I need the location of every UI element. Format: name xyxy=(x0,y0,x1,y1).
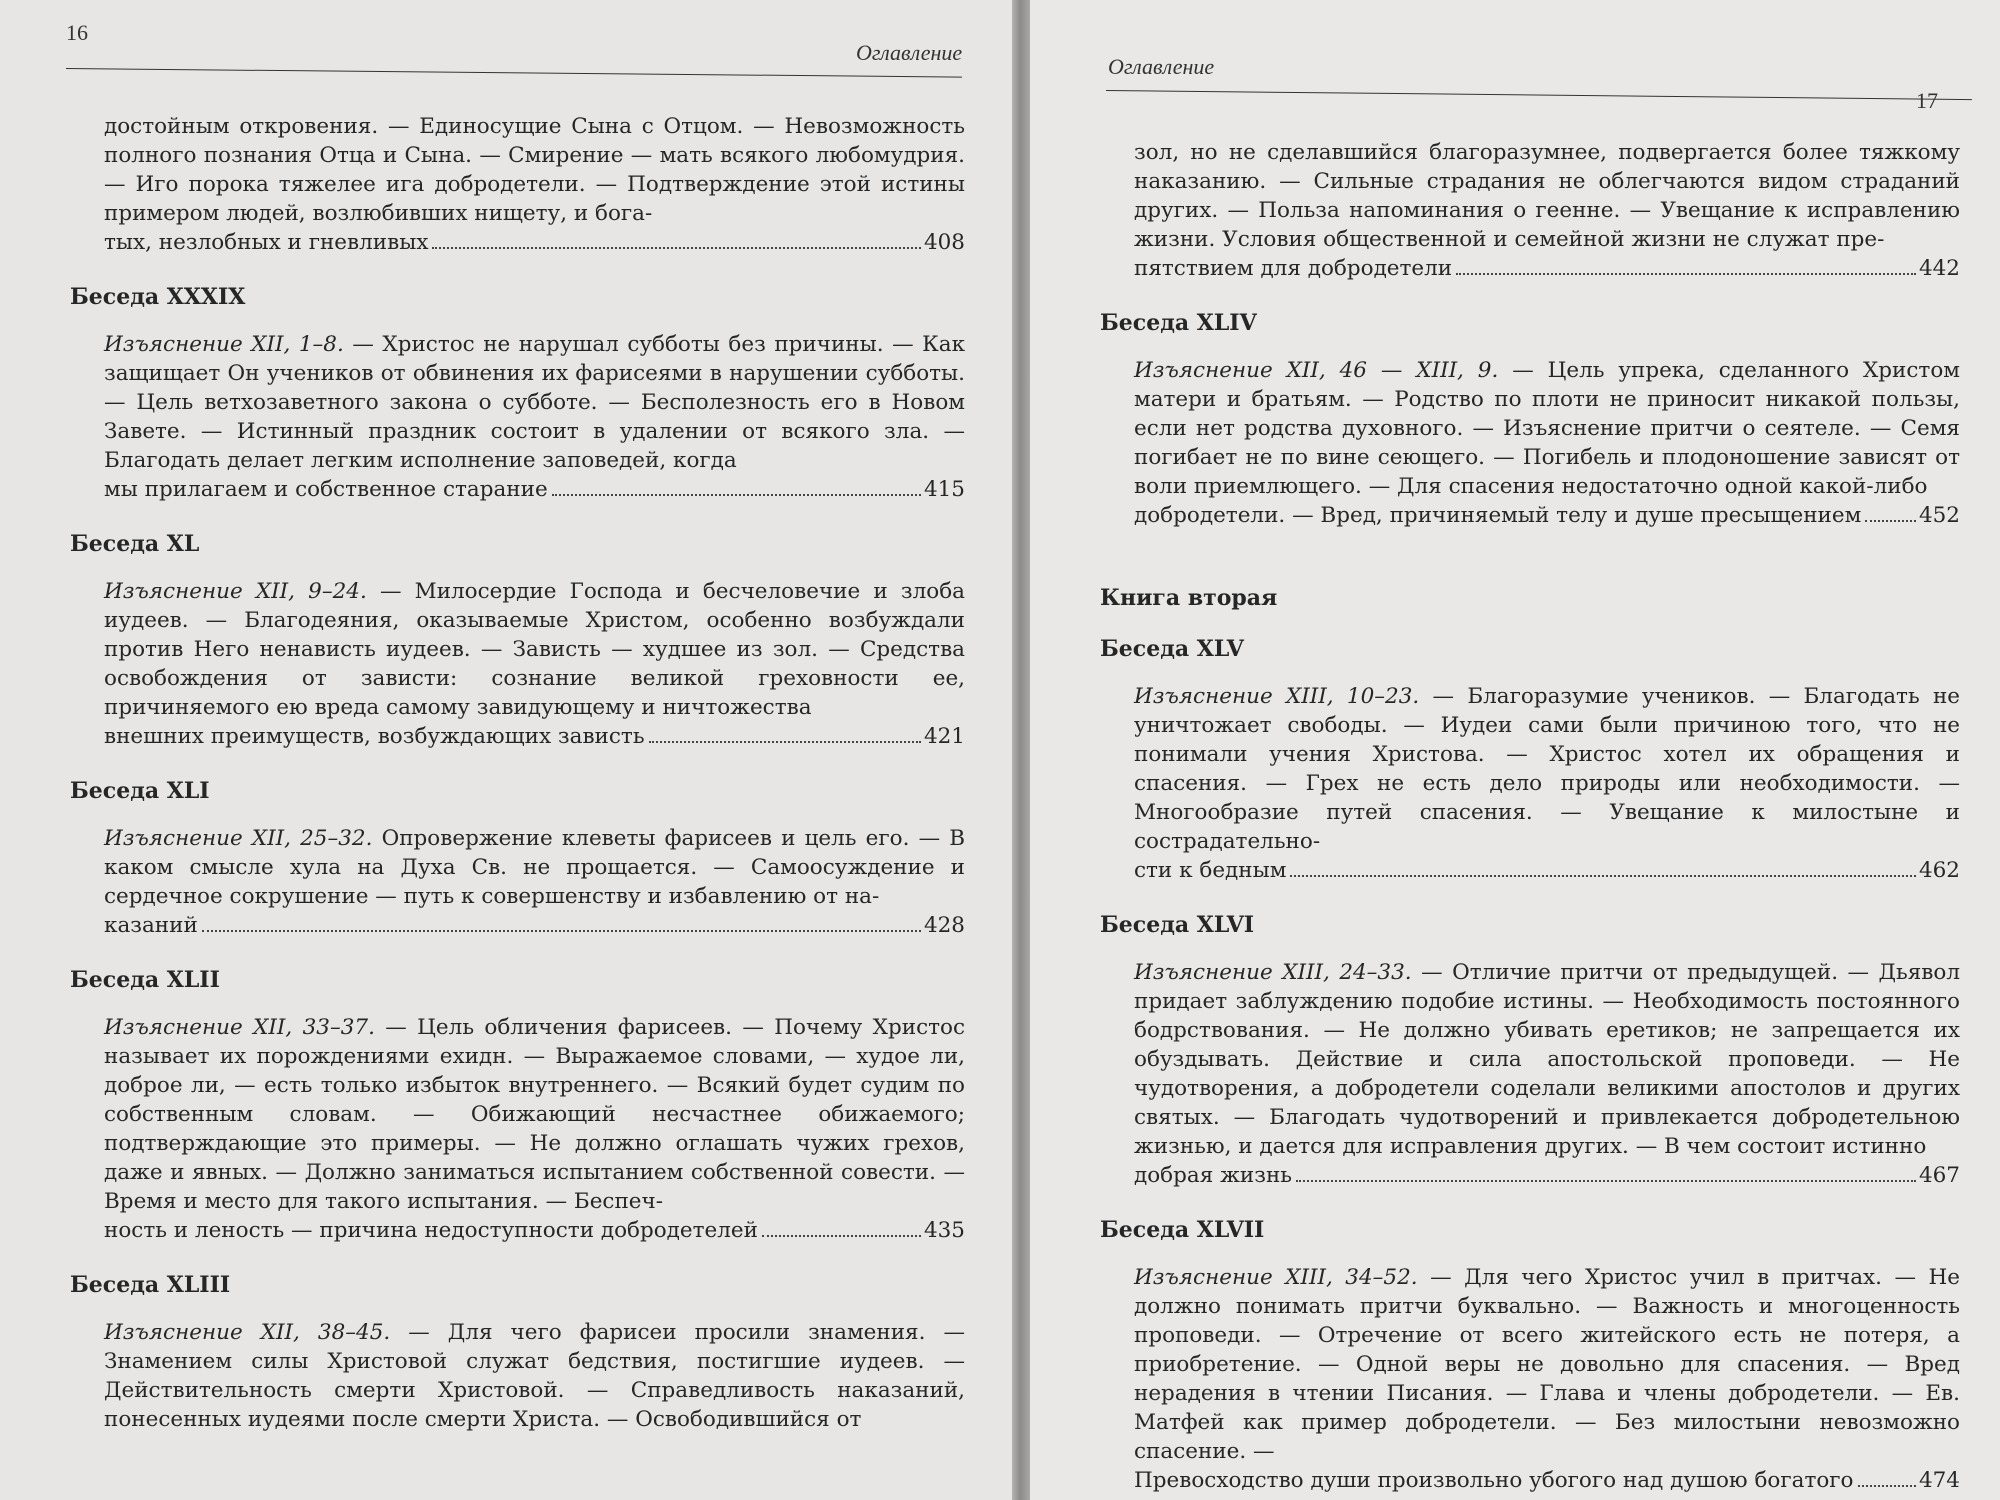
entry-page-ref: 462 xyxy=(1918,858,1960,883)
scripture-ref: Изъяснение XII, 9–24. xyxy=(104,579,367,604)
entry-text: — Для чего фарисеи просили знамения. — Знамением силы Христовой служат бедствия, постигшие иудеев. — Действительность смерти Христовой. — Справедливость наказаний, понесенных иудеями после смерти Христа. — Освободившийся от xyxy=(104,1320,965,1432)
scripture-ref: Изъяснение XII, 33–37. xyxy=(104,1015,375,1040)
entry-page-ref: 452 xyxy=(1918,503,1960,528)
entry-text-last: добродетели. — Вред, причиняемый телу и душе пресыщением xyxy=(1134,503,1862,528)
entry-page-ref: 467 xyxy=(1918,1163,1960,1188)
entry-heading: Беседа XLV xyxy=(1100,636,1244,662)
toc-entry xyxy=(70,1271,965,1434)
entry-heading: Беседа XLI xyxy=(70,778,210,804)
dot-leader xyxy=(649,741,921,743)
dot-leader xyxy=(202,930,921,932)
entry-page-ref: 415 xyxy=(923,477,965,502)
scripture-ref: Изъяснение XII, 25–32. xyxy=(104,826,373,851)
entry-text: — Цель обличения фарисеев. — Почему Христос называет их порождениями ехидн. — Выражаемое словами, — худое ли, доброе ли, — есть только избыток внутреннего. — Всякий будет судим по собственным словам. — Обижающий несчастнее обижаемого; подтверждающие это примеры. — Не должно оглашать чужих грехов, даже и явных. — Должно заниматься испытанием собственной совести. — Время и место для такого испытания. — Беспеч- xyxy=(104,1015,965,1214)
dot-leader xyxy=(552,494,921,496)
toc-entry xyxy=(70,112,965,257)
entry-text-last: мы прилагаем и собственное старание xyxy=(104,477,548,502)
scripture-ref: Изъяснение XII, 46 — XIII, 9. xyxy=(1134,358,1499,383)
entry-text-last: добрая жизнь xyxy=(1134,1163,1292,1188)
left-header-rule xyxy=(66,68,962,78)
entry-page-ref: 442 xyxy=(1918,256,1960,281)
entry-text-last: Превосходство души произвольно убогого над душою богатого xyxy=(1134,1468,1854,1493)
entry-page-ref: 474 xyxy=(1918,1468,1960,1493)
entry-heading: Беседа XL xyxy=(70,531,200,557)
entry-text: — Милосердие Господа и бесчеловечие и злоба иудеев. — Благодеяния, оказываемые Христом, особенно возбуждали против Него ненависть иудеев. — Зависть — худшее из зол. — Средства освобождения от зависти: сознание великой греховности ее, причиняемого ею вреда самому завидующему и ничтожества xyxy=(104,579,965,720)
entry-text: — Христос не нарушал субботы без причины. — Как защищает Он учеников от обвинения их фарисеями в нарушении субботы. — Цель ветхозаветного закона о субботе. — Бесполезность его в Новом Завете. — Истинный праздник состоит в удалении от всякого зла. — Благодать делает легким исполнение заповедей, когда xyxy=(104,332,966,473)
entry-page-ref: 435 xyxy=(923,1218,965,1243)
dot-leader xyxy=(1865,520,1916,522)
toc-entry xyxy=(70,283,965,504)
dot-leader xyxy=(432,247,921,249)
entry-text-last: тых, незлобных и гневливых xyxy=(104,230,429,255)
entry-text: — Для чего Христос учил в притчах. — Не должно понимать притчи буквально. — Важность и многоценность проповеди. — Отречение от всего житейского есть не потеря, а приобретение. — Одной веры не довольно для спасения. — Вред нерадения в чтении Писания. — Глава и члены добродетели. — Ев. Матфей как пример добродетели. — Без милостыни невозможно спасение. — xyxy=(1134,1265,1960,1464)
entry-page-ref: 421 xyxy=(923,724,965,749)
entry-text-last: пятствием для добродетели xyxy=(1134,256,1453,281)
entry-heading: Беседа XLIV xyxy=(1100,310,1257,336)
dot-leader xyxy=(1290,875,1916,877)
left-toc xyxy=(70,112,965,1460)
right-page xyxy=(1030,0,2000,1500)
entry-text: Опровержение клеветы фарисеев и цель его. — В каком смысле хула на Духа Св. не прощается. — Самоосуждение и сердечное сокрушение — путь к совершенству и избавлению от на- xyxy=(104,826,966,909)
entry-text-last: казаний xyxy=(104,913,198,938)
entry-text: — Цель упрека, сделанного Христом матери и братьям. — Родство по плоти не приносит никакой пользы, если нет родства духовного. — Изъяснение притчи о сеятеле. — Семя погибает не по вине сеющего. — Погибель и плодоношение зависят от воли приемлющего. — Для спасения недостаточно одной какой-либо xyxy=(1134,358,1960,499)
entry-heading: Беседа XLVI xyxy=(1100,912,1255,938)
right-page-number: 17 xyxy=(1916,88,1938,113)
toc-entry xyxy=(1100,911,1960,1190)
entry-text: — Отличие притчи от предыдущей. — Дьявол придает заблуждению подобие истины. — Необходимость постоянного бодрствования. — Не должно убивать еретиков; не запрещается их обуздывать. Действие и сила апостольской проповеди. — Не чудотворения, а добродетели соделали великими апостолов и других святых. — Благодать чудотворений и привлекается добродетельною жизнью, и дается для исправления других. — В чем состоит истинно xyxy=(1134,960,1960,1159)
dot-leader xyxy=(1456,273,1916,275)
entry-heading: Беседа XLII xyxy=(70,967,220,993)
left-running-head: Оглавление xyxy=(856,40,963,65)
scripture-ref: Изъяснение XIII, 10–23. xyxy=(1134,684,1420,709)
entry-page-ref: 428 xyxy=(923,913,965,938)
entry-text: — Благоразумие учеников. — Благодать не уничтожает свободы. — Иудеи сами были причиною того, что не понимали учения Христова. — Христос хотел их обращения и спасения. — Грех не есть дело природы или необходимости. — Многообразие путей спасения. — Увещание к милостыне и сострадательно- xyxy=(1134,684,1960,854)
entry-text: зол, но не сделавшийся благоразумнее, подвергается более тяжкому наказанию. — Сильные страдания не облегчаются видом страданий других. — Польза напоминания о геенне. — Увещание к исправлению жизни. Условия общественной и семейной жизни не служат пре- xyxy=(1134,140,1960,252)
dot-leader xyxy=(1858,1485,1916,1487)
scripture-ref: Изъяснение XIII, 24–33. xyxy=(1134,960,1412,985)
entry-heading: Беседа XLIII xyxy=(70,1272,231,1298)
right-toc xyxy=(1100,138,1960,1500)
scripture-ref: Изъяснение XIII, 34–52. xyxy=(1134,1265,1418,1290)
dot-leader xyxy=(1296,1180,1916,1182)
entry-text-last: сти к бедным xyxy=(1134,858,1287,883)
scripture-ref: Изъяснение XII, 38–45. xyxy=(104,1320,391,1345)
book-title: Книга вторая xyxy=(1100,585,1278,611)
toc-entry xyxy=(1100,138,1960,283)
entry-text: достойным откровения. — Единосущие Сына с Отцом. — Невозможность полного познания Отца и Сына. — Смирение — мать всякого любомудрия. — Иго порока тяжелее ига добродетели. — Подтверждение этой истины примером людей, возлюбивших нищету, и бога- xyxy=(104,114,965,226)
entry-text-last: ность и леность — причина недоступности добродетелей xyxy=(104,1218,758,1243)
book-spine xyxy=(1012,0,1030,1500)
toc-entry xyxy=(70,530,965,751)
entry-page-ref: 408 xyxy=(923,230,965,255)
toc-entry xyxy=(1100,309,1960,530)
right-running-head: Оглавление xyxy=(1108,54,1215,79)
scripture-ref: Изъяснение XII, 1–8. xyxy=(104,332,344,357)
toc-entry xyxy=(70,777,965,940)
entry-heading: Беседа XLVII xyxy=(1100,1217,1265,1243)
left-page-number: 16 xyxy=(66,20,88,45)
toc-entry xyxy=(1100,635,1960,885)
toc-entry xyxy=(70,966,965,1245)
right-header-rule xyxy=(1106,90,1972,100)
toc-entry xyxy=(1100,1216,1960,1495)
entry-heading: Беседа XXXIX xyxy=(70,284,246,310)
entry-text-last: внешних преимуществ, возбуждающих зависть xyxy=(104,724,645,749)
dot-leader xyxy=(762,1235,921,1237)
